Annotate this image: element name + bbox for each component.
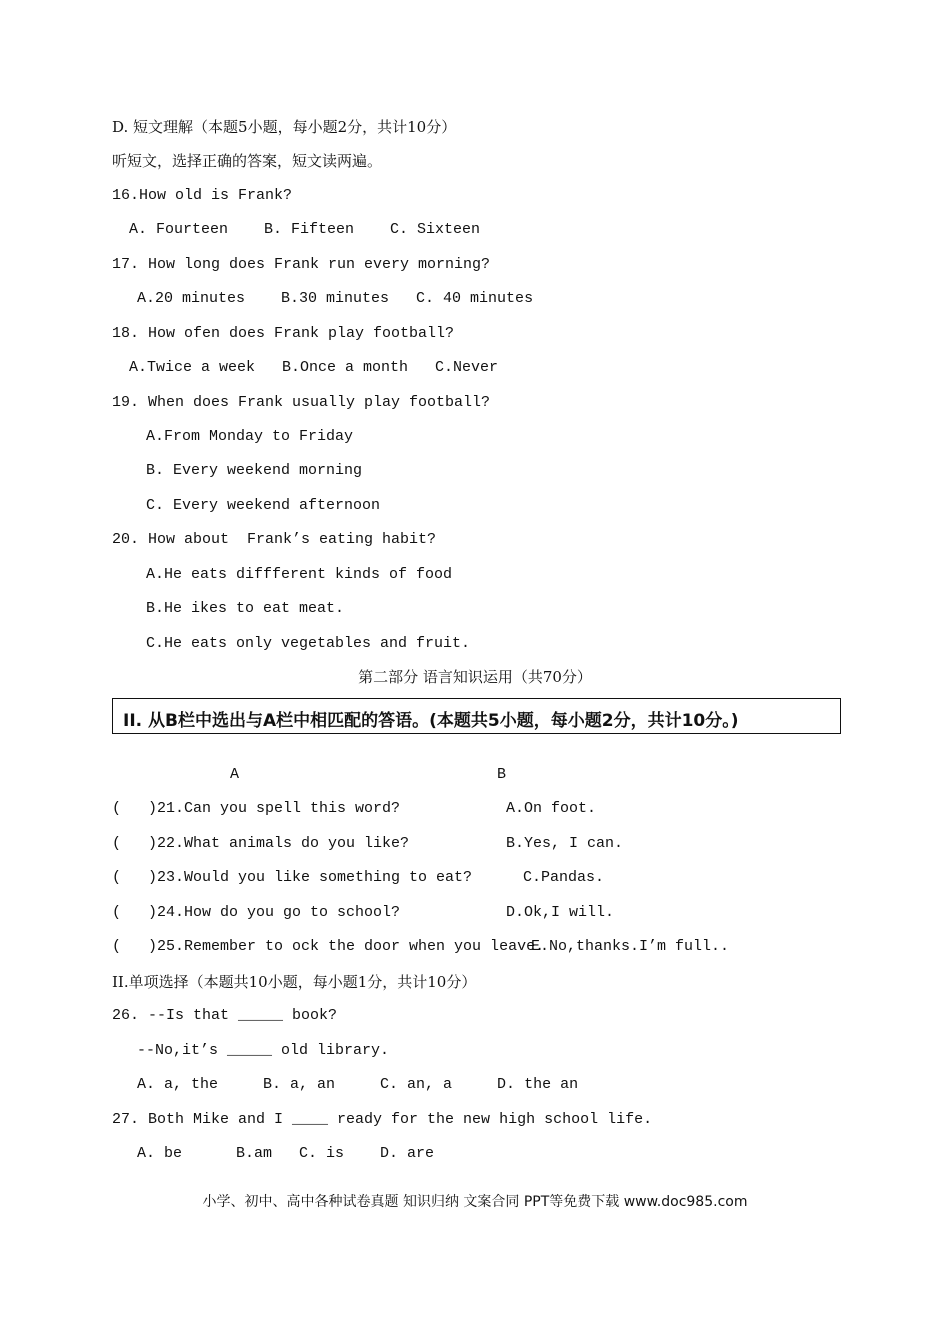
question-17-options: A.20 minutes B.30 minutes C. 40 minutes xyxy=(137,290,534,307)
column-b-label: B xyxy=(497,766,507,783)
question-18-stem: 18. How ofen does Frank play football? xyxy=(112,325,455,342)
question-27-options: A. be B.am C. is D. are xyxy=(137,1145,435,1162)
question-20-option-a: A.He eats diffferent kinds of food xyxy=(146,566,453,583)
matching-row-21-a: ( )21.Can you spell this word? xyxy=(112,800,401,817)
matching-row-24-a: ( )24.How do you go to school? xyxy=(112,904,401,921)
matching-heading: II. 从B栏中选出与A栏中相匹配的答语。(本题共5小题，每小题2分，共计10分。) xyxy=(123,711,739,731)
question-20-stem: 20. How about Frank’s eating habit? xyxy=(112,531,437,548)
single-choice-heading: II.单项选择（本题共10小题，每小题1分，共计10分） xyxy=(112,973,477,991)
section-d-instruction: 听短文，选择正确的答案，短文读两遍。 xyxy=(112,152,383,170)
section-d-heading: D. 短文理解（本题5小题，每小题2分，共计10分） xyxy=(112,118,457,136)
matching-row-22-a: ( )22.What animals do you like? xyxy=(112,835,410,852)
question-20-option-b: B.He ikes to eat meat. xyxy=(146,600,345,617)
question-18-options: A.Twice a week B.Once a month C.Never xyxy=(129,359,499,376)
question-17-stem: 17. How long does Frank run every morning? xyxy=(112,256,491,273)
question-16-options: A. Fourteen B. Fifteen C. Sixteen xyxy=(129,221,481,238)
question-19-stem: 19. When does Frank usually play football? xyxy=(112,394,491,411)
matching-row-25-a: ( )25.Remember to ock the door when you leave. xyxy=(112,938,545,955)
question-19-option-a: A.From Monday to Friday xyxy=(146,428,354,445)
column-a-label: A xyxy=(230,766,240,783)
question-19-option-c: C. Every weekend afternoon xyxy=(146,497,381,514)
matching-row-22-b: B.Yes, I can. xyxy=(506,835,624,852)
question-27-stem: 27. Both Mike and I ____ ready for the new high school life. xyxy=(112,1111,653,1128)
page-footer: 小学、初中、高中各种试卷真题 知识归纳 文案合同 PPT等免费下载 www.doc985.com xyxy=(202,1194,748,1210)
matching-row-21-b: A.On foot. xyxy=(506,800,597,817)
question-16-stem: 16.How old is Frank? xyxy=(112,187,293,204)
question-26-line-1: 26. --Is that _____ book? xyxy=(112,1007,338,1024)
question-19-option-b: B. Every weekend morning xyxy=(146,462,363,479)
matching-row-23-b: C.Pandas. xyxy=(523,869,605,886)
matching-heading-box xyxy=(112,698,841,734)
part-two-title: 第二部分 语言知识运用（共70分） xyxy=(358,668,592,686)
question-26-options: A. a, the B. a, an C. an, a D. the an xyxy=(137,1076,579,1093)
matching-row-25-b: E.No,thanks.I’m full.. xyxy=(531,938,730,955)
matching-row-24-b: D.Ok,I will. xyxy=(506,904,615,921)
matching-row-23-a: ( )23.Would you like something to eat? xyxy=(112,869,473,886)
question-26-line-2: --No,it’s _____ old library. xyxy=(137,1042,390,1059)
question-20-option-c: C.He eats only vegetables and fruit. xyxy=(146,635,471,652)
